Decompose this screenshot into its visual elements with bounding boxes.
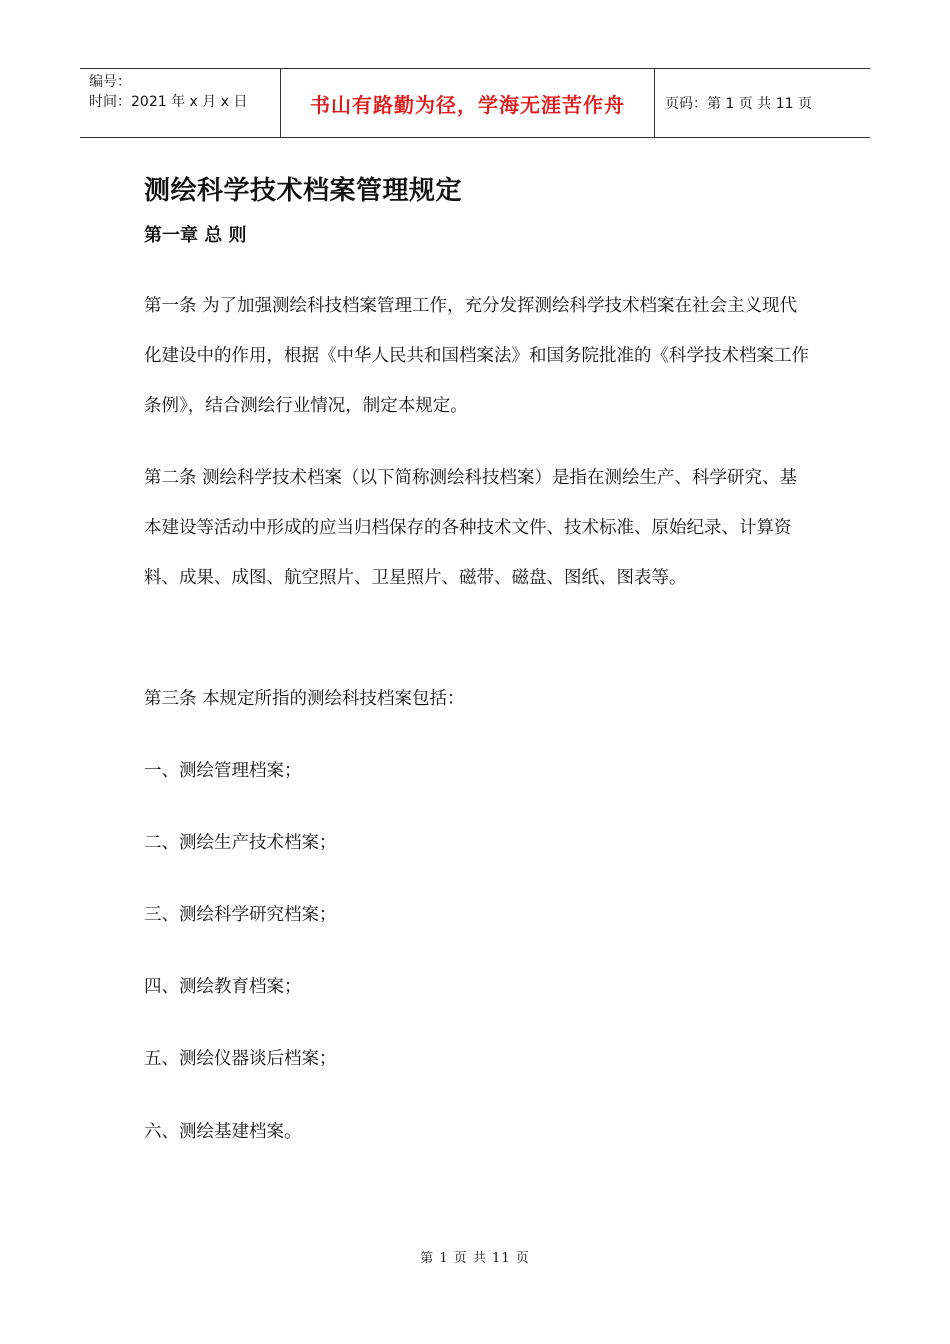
list-item: 四、测绘教育档案； — [144, 977, 302, 997]
article-2: 第二条 测绘科学技术档案（以下简称测绘科技档案）是指在测绘生产、科学研究、基本建设等活动中形成的应当归档保存的各种技术文件、技术标准、原始纪录、计算资料、成果、成图、航空照片、卫星照片、磁带、磁盘、图纸、图表等。 — [144, 468, 798, 588]
document-date: 时间：2021 年 x 月 x 日 — [89, 94, 248, 110]
header-page-info: 页码：第 1 页 共 11 页 — [665, 96, 812, 112]
document-title: 测绘科学技术档案管理规定 — [144, 176, 463, 206]
article-1: 第一条 为了加强测绘科技档案管理工作，充分发挥测绘科学技术档案在社会主义现代化建设中的作用，根据《中华人民共和国档案法》和国务院批准的《科学技术档案工作条例》，结合测绘行业情况，制定本规定。 — [144, 296, 809, 416]
header-motto: 书山有路勤为径，学海无涯苦作舟 — [281, 69, 655, 137]
list-item: 一、测绘管理档案； — [144, 761, 302, 781]
article-3: 第三条 本规定所指的测绘科技档案包括： — [144, 689, 465, 709]
list-item: 二、测绘生产技术档案； — [144, 833, 337, 853]
header-meta — [80, 69, 281, 137]
page-footer-number: 第 1 页 共 11 页 — [420, 1251, 530, 1266]
list-item: 三、测绘科学研究档案； — [144, 905, 337, 925]
chapter-heading: 第一章 总 则 — [144, 225, 247, 246]
list-item: 六、测绘基建档案。 — [144, 1122, 302, 1142]
page-header — [80, 68, 870, 138]
document-number-label: 编号： — [89, 74, 131, 90]
list-item: 五、测绘仪器谈后档案； — [144, 1049, 337, 1069]
